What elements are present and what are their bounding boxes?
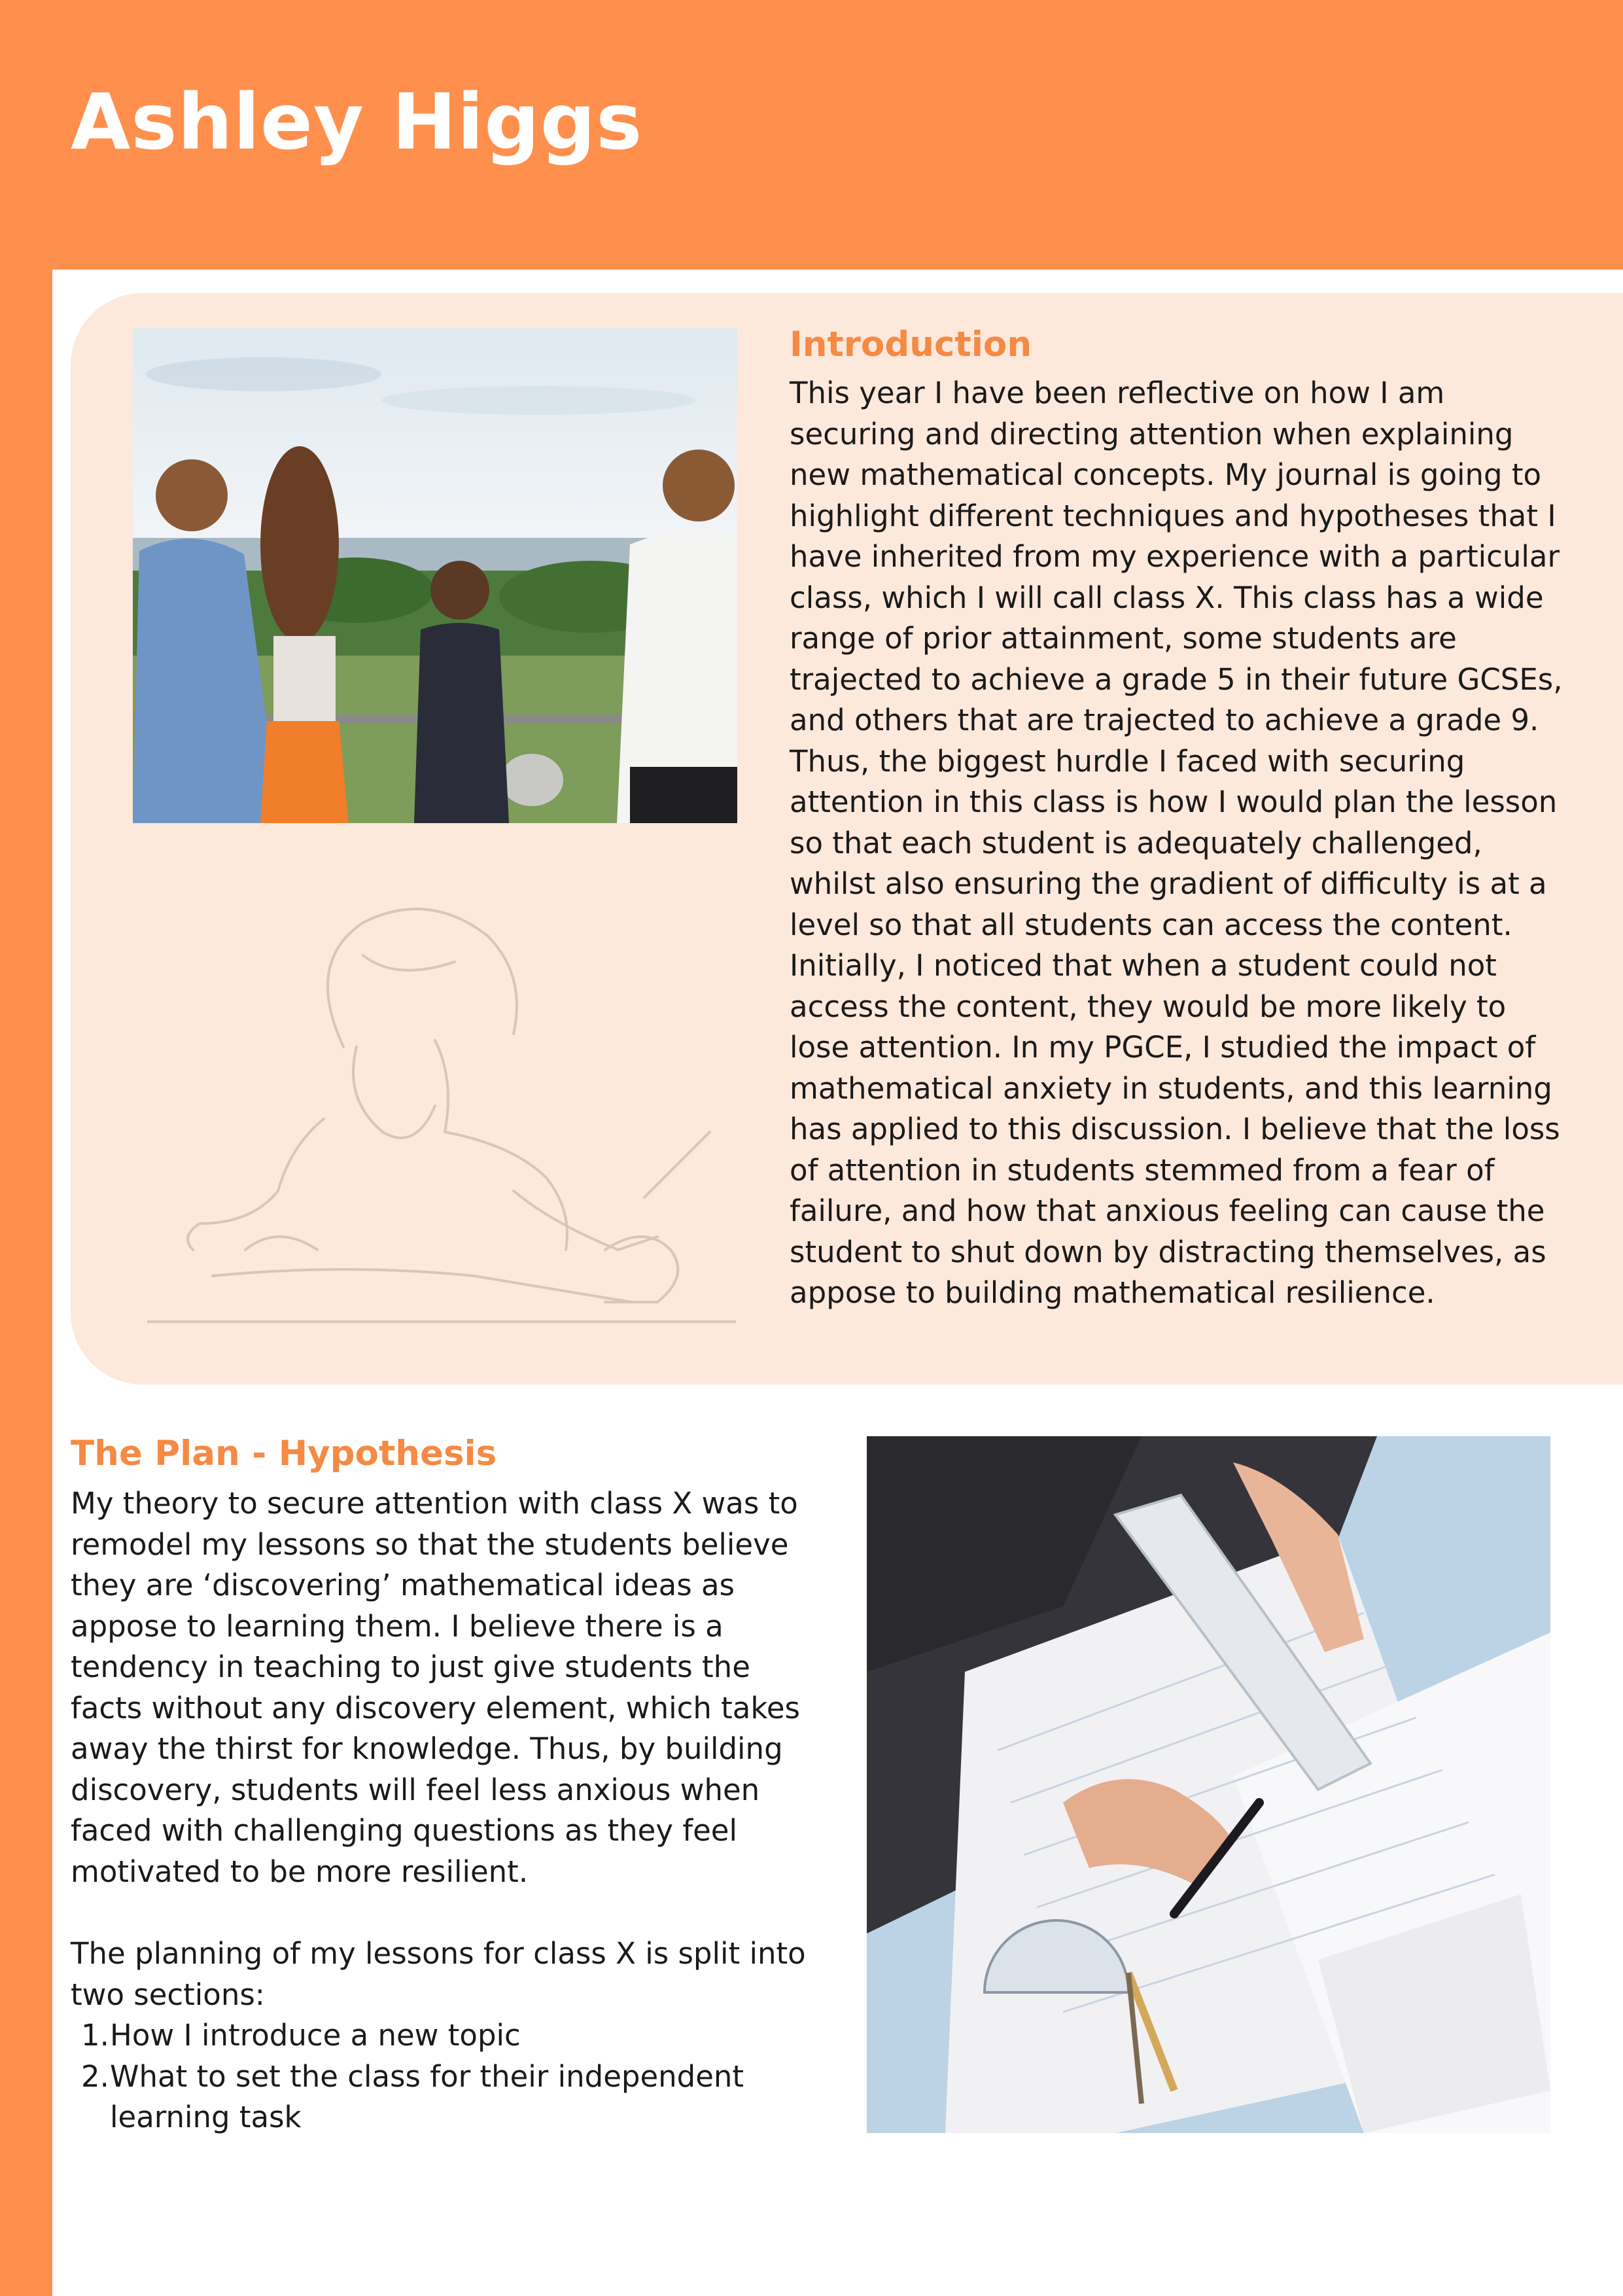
students-photo (133, 328, 737, 823)
plan-paragraph-1: My theory to secure attention with class X was to remodel my lessons so that the students believe they are ‘discovering’ mathematical ideas as appose to learning them. I believe there is a tendency in teaching to just give students the facts without any discovery element, which takes away the thirst for knowledge. Thus, by building discovery, students will feel less anxious when faced with challenging questions as they feel motivated to be more resilient. (71, 1486, 800, 1889)
list-item (64, 2015, 777, 2057)
list-item-text: What to set the class for their independent learning task (110, 2058, 744, 2134)
plan-heading: The Plan - Hypothesis (71, 1434, 497, 1474)
line-art-drawing (147, 883, 736, 1335)
list-item (64, 2057, 777, 2138)
list-number: 2. (81, 2058, 109, 2094)
list-item-text: How I introduce a new topic (110, 2018, 521, 2053)
introduction-body: This year I have been reflective on how I am securing and directing attention when explaining new mathematical concepts. My journal is going to highlight different techniques and hypotheses that I have inherited from my experience with a particular class, which I will call class X. This class has a wide range of prior attainment, some students are trajected to achieve a grade 5 in their future GCSEs, and others that are trajected to achieve a grade 9. Thus, the biggest hurdle I faced with securing attention in this class is how I would plan the lesson so that each student is adequately challenged, whilst also ensuring the gradient of difficulty is at a level so that all students can access the content. Initially, I noticed that when a student could not access the content, they would be more likely to lose attention. In my PGCE, I studied the impact of mathematical anxiety in students, and this learning has applied to this discussion. I believe that the loss of attention in students stemmed from a fear of failure, and how that anxious feeling can cause the student to shut down by distracting themselves, as appose to building mathematical resilience. (790, 376, 1563, 1310)
left-accent-stripe (0, 270, 52, 2296)
page-title: Ashley Higgs (71, 77, 643, 167)
introduction-heading: Introduction (790, 325, 1032, 364)
list-number: 1. (81, 2018, 109, 2053)
student-ruler-photo (867, 1436, 1550, 2133)
plan-paragraph-2: The planning of my lessons for class X is split into two sections: (71, 1936, 806, 2012)
plan-list (64, 2015, 777, 2138)
